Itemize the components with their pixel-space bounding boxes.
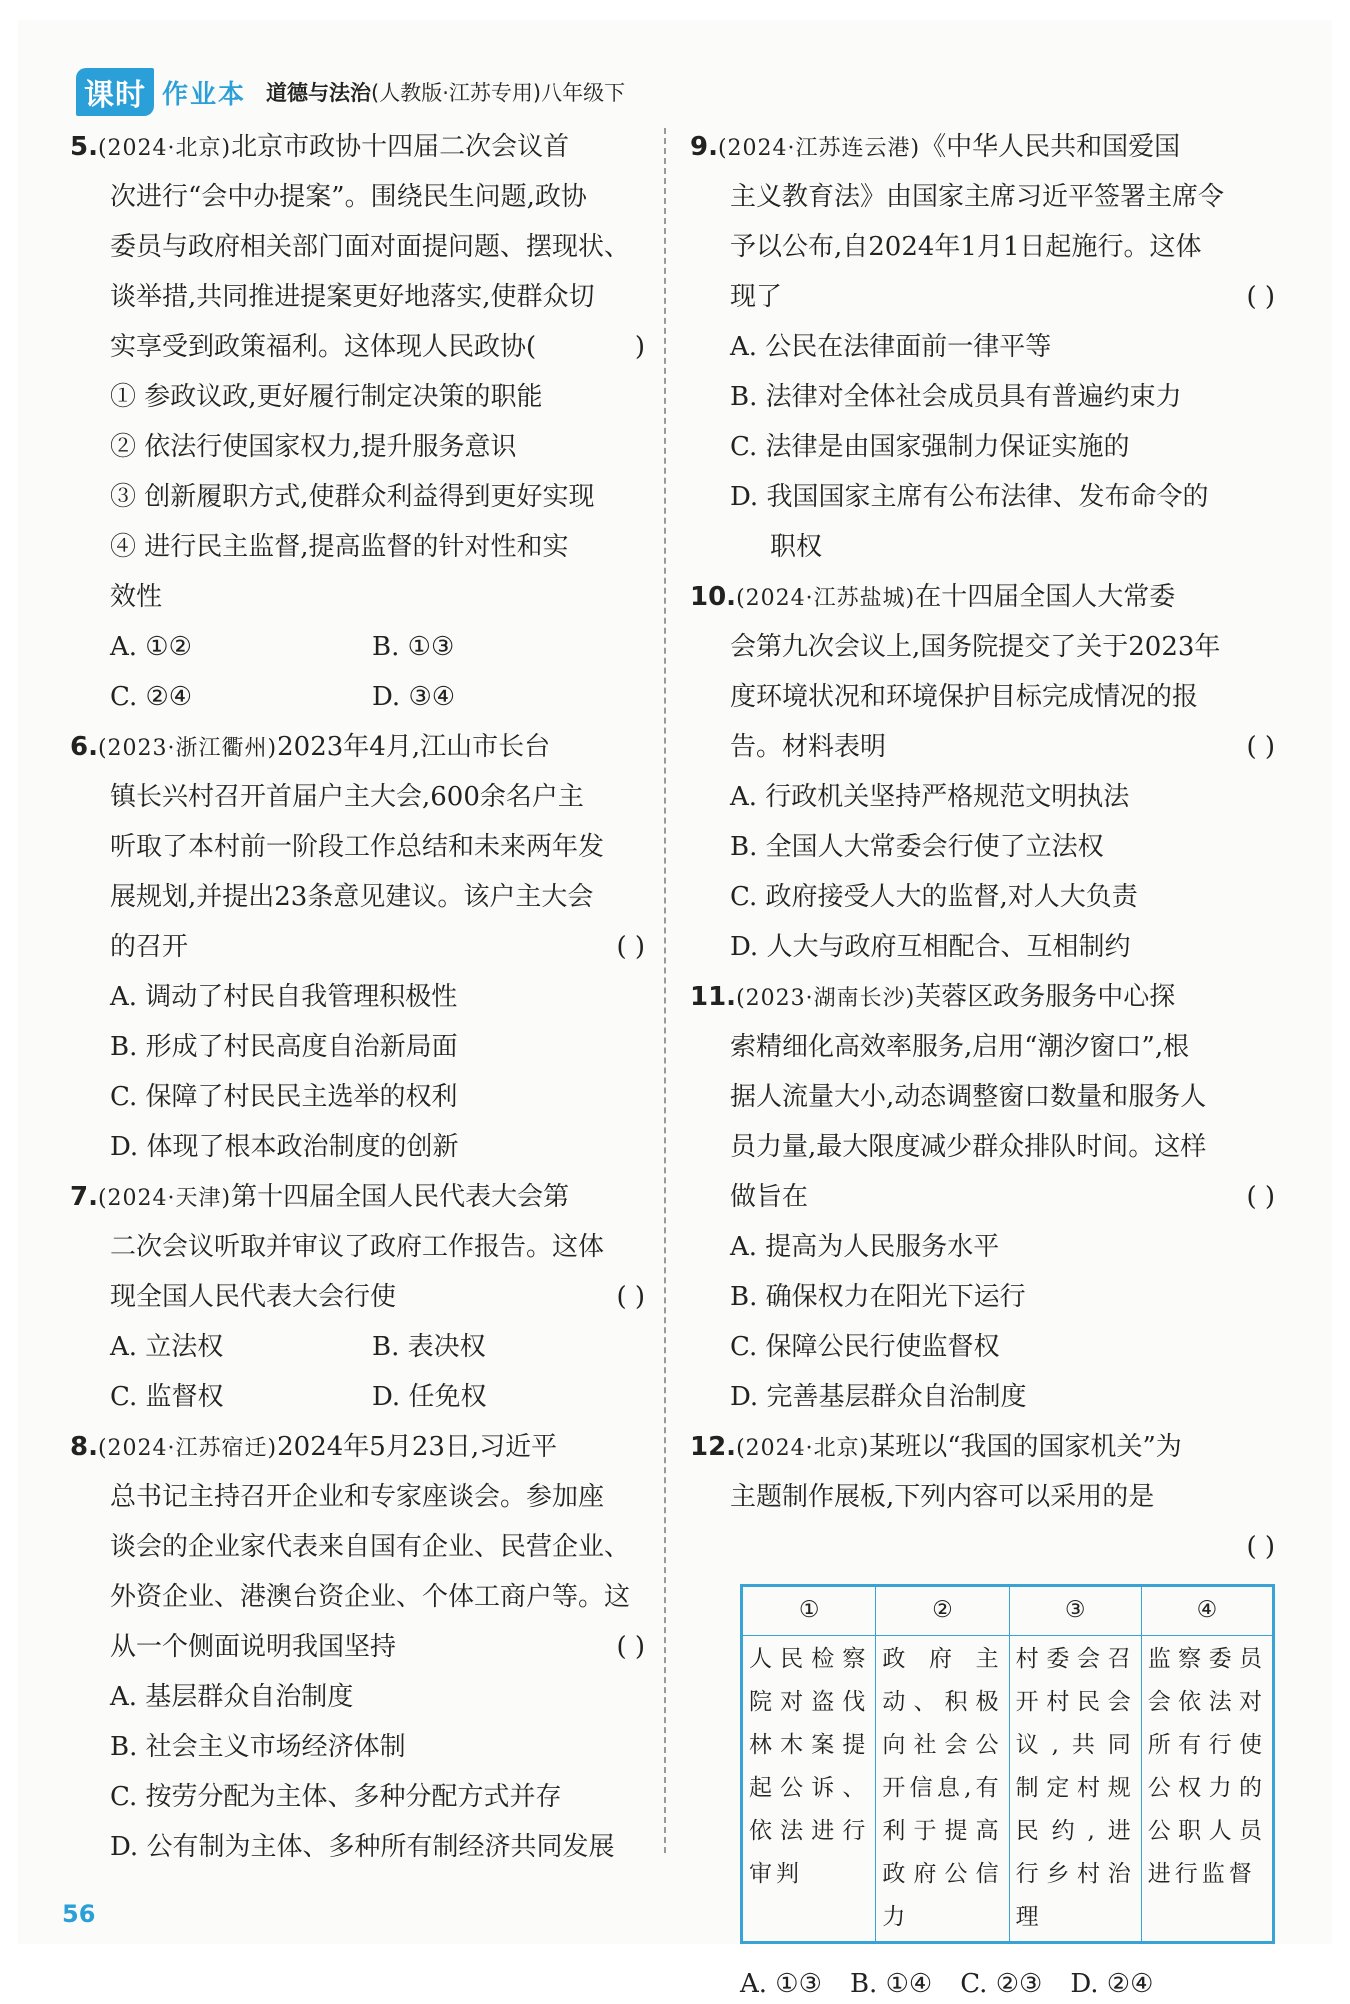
answer-blank[interactable]: )	[634, 332, 645, 362]
question-number: 11.	[690, 982, 737, 1012]
statement-item: ① 参政议政,更好履行制定决策的职能	[110, 382, 543, 412]
question-text: 北京市政协十四届二次会议首	[231, 132, 570, 162]
option-a[interactable]: A. 提高为人民服务水平	[730, 1232, 1000, 1262]
question-text: 总书记主持召开企业和专家座谈会。参加座	[110, 1482, 605, 1512]
question-text: 据人流量大小,动态调整窗口数量和服务人	[730, 1082, 1207, 1112]
option-d[interactable]: D. 公有制为主体、多种所有制经济共同发展	[110, 1832, 615, 1862]
option-c[interactable]: C. ②④	[110, 682, 193, 712]
page-number: 56	[62, 1900, 96, 1928]
answer-blank[interactable]: ( )	[616, 1632, 645, 1662]
question-9	[690, 122, 1275, 572]
edition-text: (人教版·江苏专用)八年级下	[371, 81, 626, 105]
option-d[interactable]: D. 任免权	[372, 1382, 487, 1412]
option-a[interactable]: A. ①③	[740, 1969, 822, 1999]
question-source: (2024·北京)	[97, 136, 232, 161]
question-number: 7.	[70, 1182, 98, 1212]
statement-item: ② 依法行使国家权力,提升服务意识	[110, 432, 517, 462]
logo-sub-text: 作业本	[162, 79, 247, 110]
answer-blank[interactable]: ( )	[616, 1282, 645, 1312]
table-header-cell: ③	[1009, 1586, 1141, 1636]
question-text: 告。材料表明	[730, 732, 887, 762]
question-6	[70, 722, 645, 1172]
question-source: (2024·天津)	[97, 1186, 232, 1211]
header-title	[266, 77, 625, 107]
option-c[interactable]: C. 政府接受人大的监督,对人大负责	[730, 882, 1138, 912]
question-text: 展规划,并提出23条意见建议。该户主大会	[110, 882, 594, 912]
question-12	[690, 1422, 1275, 2004]
statement-item: ③ 创新履职方式,使群众利益得到更好实现	[110, 482, 595, 512]
question-11	[690, 972, 1275, 1422]
question-5	[70, 122, 645, 722]
answer-blank[interactable]: ( )	[1246, 1532, 1275, 1562]
question-text: 芙蓉区政务服务中心探	[915, 982, 1176, 1012]
question-source: (2024·北京)	[736, 1436, 870, 1461]
option-a[interactable]: A. 基层群众自治制度	[110, 1682, 354, 1712]
question-text: 听取了本村前一阶段工作总结和未来两年发	[110, 832, 605, 862]
question-source: (2024·江苏盐城)	[736, 586, 916, 611]
question-7	[70, 1172, 645, 1422]
question-text: 的召开	[110, 932, 189, 962]
table-cell: 政府主动、积极向社会公开信息,有利于提高政府公信力	[876, 1636, 1009, 1943]
question-text: 从一个侧面说明我国坚持	[110, 1632, 397, 1662]
answer-options	[740, 1964, 1275, 2004]
question-text: 会第九次会议上,国务院提交了关于2023年	[730, 632, 1221, 662]
option-b[interactable]: B. 法律对全体社会成员具有普遍约束力	[730, 382, 1182, 412]
table-header-cell: ④	[1141, 1586, 1273, 1636]
option-d[interactable]: D. 体现了根本政治制度的创新	[110, 1132, 459, 1162]
question-text: 镇长兴村召开首届户主大会,600余名户主	[110, 782, 584, 812]
question-number: 6.	[70, 732, 98, 762]
question-text: 谈会的企业家代表来自国有企业、民营企业、	[110, 1532, 631, 1562]
subject-name: 道德与法治	[266, 81, 372, 105]
question-8	[70, 1422, 645, 1872]
option-d[interactable]: D. ③④	[372, 682, 456, 712]
question-text: 现全国人民代表大会行使	[110, 1282, 397, 1312]
statement-item: 效性	[110, 582, 163, 612]
question-text: 委员与政府相关部门面对面提问题、摆现状、	[110, 232, 631, 262]
option-a[interactable]: A. 行政机关坚持严格规范文明执法	[730, 782, 1130, 812]
question-text: 索精细化高效率服务,启用“潮汐窗口”,根	[730, 1032, 1190, 1062]
option-c[interactable]: C. 监督权	[110, 1382, 224, 1412]
question-text: 《中华人民共和国爱国	[920, 132, 1181, 162]
answer-blank[interactable]: ( )	[1246, 1182, 1275, 1212]
table-cell: 村委会召开村民会议,共同制定村规民约,进行乡村治理	[1009, 1636, 1141, 1943]
question-text: 现了	[730, 282, 783, 312]
answer-blank[interactable]: ( )	[616, 932, 645, 962]
option-d-continued: 职权	[770, 532, 823, 562]
question-text: 度环境状况和环境保护目标完成情况的报	[730, 682, 1199, 712]
question-number: 5.	[70, 132, 98, 162]
option-d[interactable]: D. 人大与政府互相配合、互相制约	[730, 932, 1131, 962]
option-c[interactable]: C. 按劳分配为主体、多种分配方式并存	[110, 1782, 562, 1812]
question-source: (2023·浙江衢州)	[97, 736, 278, 761]
option-a[interactable]: A. 立法权	[110, 1332, 224, 1362]
option-b[interactable]: B. 表决权	[372, 1332, 486, 1362]
option-b[interactable]: B. ①③	[372, 632, 455, 662]
question-source: (2024·江苏宿迁)	[97, 1436, 278, 1461]
question-text: 2024年5月23日,习近平	[277, 1432, 558, 1462]
page-header	[76, 72, 625, 112]
question-text: 主义教育法》由国家主席习近平签署主席令	[730, 182, 1225, 212]
table-header-cell: ②	[876, 1586, 1009, 1636]
question-text: 第十四届全国人民代表大会第	[231, 1182, 570, 1212]
option-c[interactable]: C. ②③	[960, 1969, 1043, 1999]
logo-main-text: 课时	[76, 68, 154, 116]
question-text: 予以公布,自2024年1月1日起施行。这体	[730, 232, 1202, 262]
question-number: 12.	[690, 1432, 737, 1462]
question-number: 8.	[70, 1432, 98, 1462]
question-text: 员力量,最大限度减少群众排队时间。这样	[730, 1132, 1207, 1162]
table-header-cell: ①	[742, 1586, 876, 1636]
option-d[interactable]: D. 完善基层群众自治制度	[730, 1382, 1027, 1412]
option-a[interactable]: A. 公民在法律面前一律平等	[730, 332, 1052, 362]
table-cell: 监察委员会依法对所有行使公权力的公职人员进行监督	[1141, 1636, 1273, 1943]
option-c[interactable]: C. 保障公民行使监督权	[730, 1332, 1000, 1362]
answer-blank[interactable]: ( )	[1246, 732, 1275, 762]
table-cell: 人民检察院对盗伐林木案提起公诉、依法进行审判	[742, 1636, 876, 1943]
option-d[interactable]: D. 我国国家主席有公布法律、发布命令的	[730, 482, 1209, 512]
question-source: (2023·湖南长沙)	[736, 986, 916, 1011]
question-text: 次进行“会中办提案”。围绕民生问题,政协	[110, 182, 587, 212]
option-b[interactable]: B. ①④	[849, 1969, 933, 1999]
question-number: 9.	[690, 132, 718, 162]
brand-logo	[76, 68, 246, 116]
question-text: 某班以“我国的国家机关”为	[869, 1432, 1182, 1462]
question-text: 谈举措,共同推进提案更好地落实,使群众切	[110, 282, 595, 312]
question-text: 外资企业、港澳台资企业、个体工商户等。这	[110, 1582, 631, 1612]
question-text: 实享受到政策福利。这体现人民政协(	[110, 332, 537, 362]
question-source: (2024·江苏连云港)	[717, 136, 921, 161]
question-text: 2023年4月,江山市长台	[277, 732, 551, 762]
right-column	[690, 122, 1275, 2004]
option-a[interactable]: A. ①②	[110, 632, 192, 662]
left-column	[70, 122, 645, 1872]
column-divider	[664, 128, 666, 1853]
question-number: 10.	[690, 582, 737, 612]
question-text: 二次会议听取并审议了政府工作报告。这体	[110, 1232, 605, 1262]
option-c[interactable]: C. 保障了村民民主选举的权利	[110, 1082, 458, 1112]
question-text: 做旨在	[730, 1182, 809, 1212]
option-d[interactable]: D. ②④	[1070, 1969, 1154, 1999]
option-b[interactable]: B. 全国人大常委会行使了立法权	[730, 832, 1104, 862]
option-c[interactable]: C. 法律是由国家强制力保证实施的	[730, 432, 1130, 462]
option-b[interactable]: B. 确保权力在阳光下运行	[730, 1282, 1026, 1312]
option-b[interactable]: B. 形成了村民高度自治新局面	[110, 1032, 458, 1062]
question-text: 在十四届全国人大常委	[915, 582, 1176, 612]
answer-blank[interactable]: ( )	[1246, 282, 1275, 312]
question-text: 主题制作展板,下列内容可以采用的是	[730, 1482, 1155, 1512]
option-b[interactable]: B. 社会主义市场经济体制	[110, 1732, 406, 1762]
exhibit-board-table	[740, 1584, 1275, 1944]
question-10	[690, 572, 1275, 972]
statement-item: ④ 进行民主监督,提高监督的针对性和实	[110, 532, 569, 562]
option-a[interactable]: A. 调动了村民自我管理积极性	[110, 982, 458, 1012]
